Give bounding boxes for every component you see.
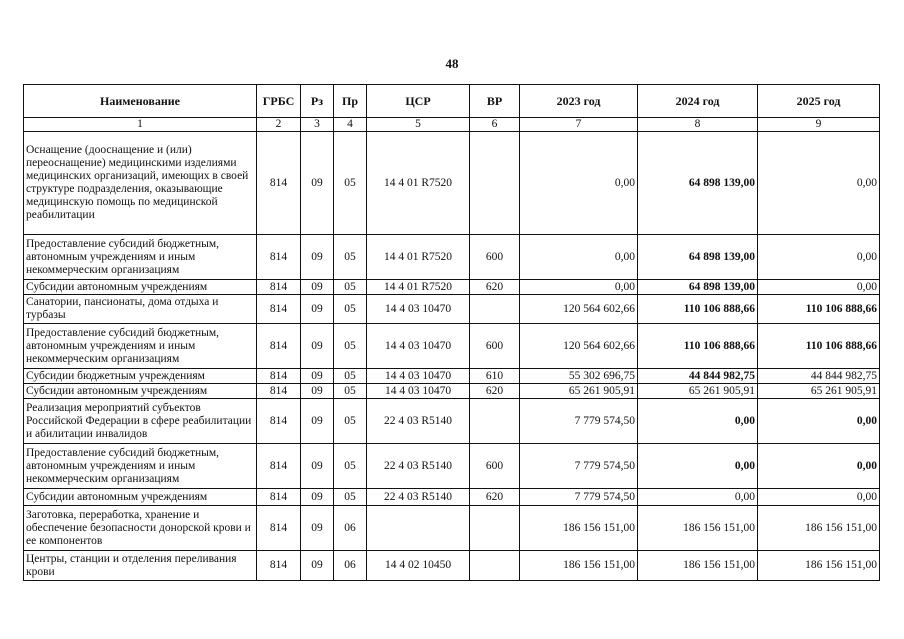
budget-table [23,84,880,581]
row-name: Субсидии автономным учреждениям [24,280,257,295]
column-number: 8 [638,118,758,132]
header-vr: ВР [470,85,520,118]
row-name: Оснащение (дооснащение и (или) переоснащение) медицинскими изделиями медицинских организаций, имеющих в своей структуре подразделения, оказывающие медицинскую помощь по медицинской реабилитации [24,132,257,235]
row-pr: 05 [334,399,367,444]
row-vr: 600 [470,324,520,369]
row-rz: 09 [301,489,334,506]
row-2024: 64 898 139,00 [638,280,758,295]
row-2025: 186 156 151,00 [758,506,880,551]
row-2025: 0,00 [758,235,880,280]
row-2024: 64 898 139,00 [638,235,758,280]
row-csr: 14 4 03 10470 [367,369,470,384]
row-vr: 610 [470,369,520,384]
row-csr: 14 4 01 R7520 [367,235,470,280]
header-2025: 2025 год [758,85,880,118]
row-vr: 600 [470,444,520,489]
row-rz: 09 [301,506,334,551]
header-csr: ЦСР [367,85,470,118]
row-2025: 44 844 982,75 [758,369,880,384]
table-row [24,551,880,581]
row-vr: 600 [470,235,520,280]
column-number: 4 [334,118,367,132]
row-2023: 7 779 574,50 [520,444,638,489]
row-vr [470,506,520,551]
row-grbs: 814 [257,489,301,506]
row-2023: 0,00 [520,132,638,235]
table-row [24,444,880,489]
row-vr: 620 [470,489,520,506]
header-pr: Пр [334,85,367,118]
row-2025: 0,00 [758,399,880,444]
row-2025: 65 261 905,91 [758,384,880,399]
row-grbs: 814 [257,444,301,489]
row-2023: 65 261 905,91 [520,384,638,399]
page-number: 48 [445,56,459,71]
row-csr: 14 4 03 10470 [367,295,470,324]
row-name: Реализация мероприятий субъектов Российской Федерации в сфере реабилитации и абилитации инвалидов [24,399,257,444]
row-pr: 05 [334,132,367,235]
table-row [24,399,880,444]
row-grbs: 814 [257,384,301,399]
row-2023: 0,00 [520,235,638,280]
row-name: Центры, станции и отделения переливания крови [24,551,257,581]
header-row [24,85,880,118]
header-name: Наименование [24,85,257,118]
table-row [24,235,880,280]
row-pr: 05 [334,235,367,280]
row-csr: 22 4 03 R5140 [367,489,470,506]
row-pr: 05 [334,295,367,324]
column-number: 6 [470,118,520,132]
row-name: Субсидии автономным учреждениям [24,489,257,506]
header-2023: 2023 год [520,85,638,118]
row-name: Субсидии автономным учреждениям [24,384,257,399]
row-csr: 14 4 03 10470 [367,324,470,369]
header-grbs: ГРБС [257,85,301,118]
row-2024: 0,00 [638,399,758,444]
row-rz: 09 [301,324,334,369]
row-name: Санатории, пансионаты, дома отдыха и турбазы [24,295,257,324]
row-vr [470,295,520,324]
row-name: Предоставление субсидий бюджетным, автономным учреждениям и иным некоммерческим организациям [24,235,257,280]
row-pr: 05 [334,324,367,369]
row-rz: 09 [301,132,334,235]
row-pr: 05 [334,444,367,489]
column-number: 7 [520,118,638,132]
row-pr: 06 [334,506,367,551]
column-number: 2 [257,118,301,132]
row-vr: 620 [470,384,520,399]
header-rz: Рз [301,85,334,118]
row-rz: 09 [301,399,334,444]
row-grbs: 814 [257,369,301,384]
column-number: 5 [367,118,470,132]
header-2024: 2024 год [638,85,758,118]
column-numbers-row [24,118,880,132]
row-name: Предоставление субсидий бюджетным, автономным учреждениям и иным некоммерческим организациям [24,444,257,489]
row-2024: 0,00 [638,489,758,506]
row-grbs: 814 [257,235,301,280]
row-2025: 110 106 888,66 [758,295,880,324]
row-2024: 44 844 982,75 [638,369,758,384]
row-2023: 120 564 602,66 [520,324,638,369]
table-row [24,324,880,369]
row-rz: 09 [301,369,334,384]
row-2023: 55 302 696,75 [520,369,638,384]
row-2023: 120 564 602,66 [520,295,638,324]
table-row [24,280,880,295]
row-2023: 7 779 574,50 [520,399,638,444]
row-rz: 09 [301,444,334,489]
row-2024: 186 156 151,00 [638,506,758,551]
table-row [24,369,880,384]
row-pr: 05 [334,384,367,399]
table-row [24,489,880,506]
row-name: Субсидии бюджетным учреждениям [24,369,257,384]
row-2024: 110 106 888,66 [638,324,758,369]
row-pr: 05 [334,369,367,384]
row-name: Заготовка, переработка, хранение и обеспечение безопасности донорской крови и ее компонентов [24,506,257,551]
row-pr: 05 [334,489,367,506]
row-vr [470,399,520,444]
row-2024: 186 156 151,00 [638,551,758,581]
table-row [24,506,880,551]
row-csr: 14 4 03 10470 [367,384,470,399]
row-vr [470,551,520,581]
table-row [24,384,880,399]
row-name: Предоставление субсидий бюджетным, автономным учреждениям и иным некоммерческим организациям [24,324,257,369]
row-grbs: 814 [257,506,301,551]
row-2023: 7 779 574,50 [520,489,638,506]
row-2023: 186 156 151,00 [520,551,638,581]
row-2024: 64 898 139,00 [638,132,758,235]
row-csr: 14 4 01 R7520 [367,280,470,295]
row-2025: 0,00 [758,280,880,295]
row-grbs: 814 [257,280,301,295]
row-2025: 0,00 [758,444,880,489]
row-2025: 0,00 [758,132,880,235]
column-number: 1 [24,118,257,132]
row-csr: 14 4 02 10450 [367,551,470,581]
row-rz: 09 [301,295,334,324]
row-csr [367,506,470,551]
row-rz: 09 [301,384,334,399]
row-grbs: 814 [257,551,301,581]
row-grbs: 814 [257,295,301,324]
row-2024: 65 261 905,91 [638,384,758,399]
table-row [24,295,880,324]
row-grbs: 814 [257,324,301,369]
row-grbs: 814 [257,132,301,235]
row-vr [470,132,520,235]
column-number: 9 [758,118,880,132]
row-grbs: 814 [257,399,301,444]
row-pr: 06 [334,551,367,581]
row-vr: 620 [470,280,520,295]
row-rz: 09 [301,551,334,581]
row-rz: 09 [301,235,334,280]
table-row [24,132,880,235]
row-2025: 186 156 151,00 [758,551,880,581]
row-2023: 0,00 [520,280,638,295]
row-2024: 0,00 [638,444,758,489]
row-csr: 22 4 03 R5140 [367,444,470,489]
row-2023: 186 156 151,00 [520,506,638,551]
row-csr: 14 4 01 R7520 [367,132,470,235]
column-number: 3 [301,118,334,132]
row-csr: 22 4 03 R5140 [367,399,470,444]
row-2024: 110 106 888,66 [638,295,758,324]
row-rz: 09 [301,280,334,295]
row-2025: 110 106 888,66 [758,324,880,369]
row-pr: 05 [334,280,367,295]
row-2025: 0,00 [758,489,880,506]
